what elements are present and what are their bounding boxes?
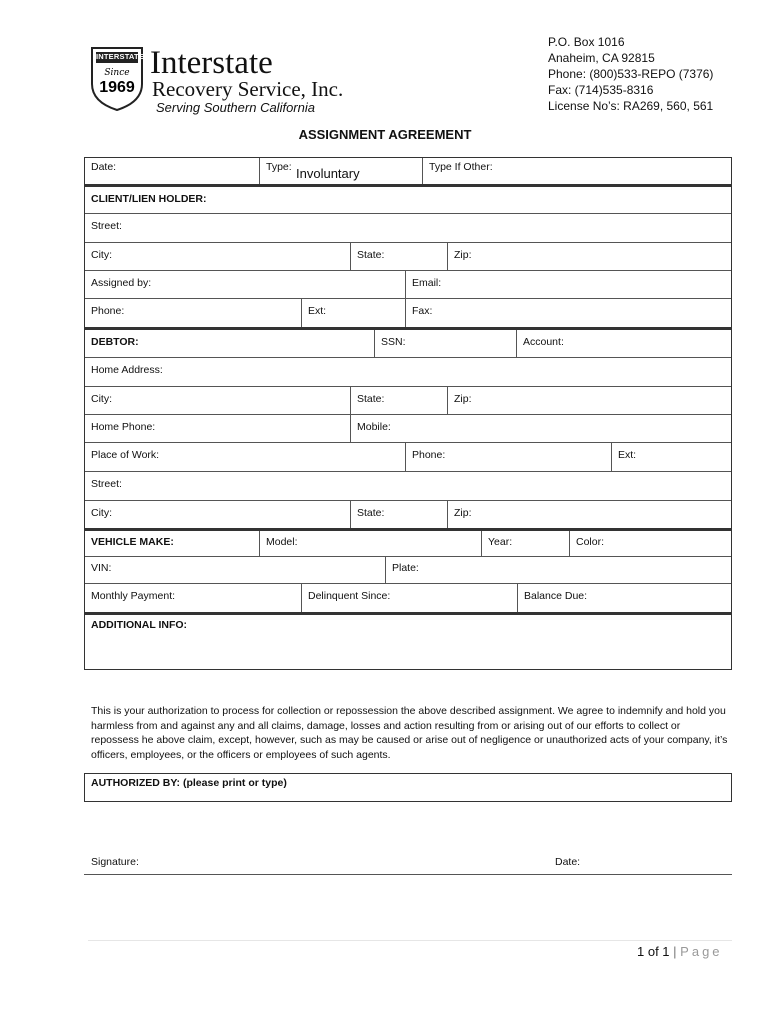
debtor-header: DEBTOR: — [91, 336, 139, 348]
company-subtitle: Recovery Service, Inc. — [152, 77, 344, 101]
page-separator: | — [673, 944, 677, 959]
signature-date-label: Date: — [555, 856, 581, 868]
client-email-field[interactable]: Email: — [405, 271, 731, 298]
debtor-zip-field[interactable]: Zip: — [447, 387, 731, 414]
client-phone-field[interactable]: Phone: — [91, 305, 125, 317]
client-assigned-row — [85, 271, 731, 299]
work-ext-field[interactable]: Ext: — [611, 443, 731, 471]
work-city-row — [85, 501, 731, 531]
contact-block — [548, 34, 713, 114]
authorized-by-field[interactable]: AUTHORIZED BY: (please print or type) — [84, 773, 732, 802]
vehicle-row — [85, 531, 731, 557]
debtor-mobile-field[interactable]: Mobile: — [350, 415, 731, 442]
contact-fax: Fax: (714)535-8316 — [548, 83, 654, 97]
type-label: Type: — [266, 161, 292, 173]
type-value: Involuntary — [296, 166, 360, 181]
vehicle-color-field[interactable]: Color: — [569, 531, 731, 556]
debtor-home-address-field[interactable]: Home Address: — [91, 364, 163, 376]
balance-due-field[interactable]: Balance Due: — [517, 584, 731, 612]
monthly-payment-field[interactable]: Monthly Payment: — [91, 590, 176, 602]
client-phone-row — [85, 299, 731, 330]
client-zip-field[interactable]: Zip: — [447, 243, 731, 270]
debtor-city-field[interactable]: City: — [91, 393, 112, 405]
work-street-field[interactable]: Street: — [91, 478, 122, 490]
debtor-state-field[interactable]: State: — [350, 387, 447, 414]
logo-year: 1969 — [99, 79, 135, 96]
work-state-field[interactable]: State: — [350, 501, 447, 528]
debtor-phone-row — [85, 415, 731, 443]
delinquent-since-field[interactable]: Delinquent Since: — [301, 584, 517, 612]
client-street-field[interactable]: Street: — [91, 220, 122, 232]
logo-shield-label: INTERSTATE — [96, 52, 144, 61]
form-row-date-type — [85, 158, 731, 187]
company-logo — [88, 44, 348, 116]
client-city-row — [85, 243, 731, 271]
debtor-ssn-field[interactable]: SSN: — [374, 330, 516, 357]
authorization-text: This is your authorization to process for collection or repossession the above described assignment. We agree to indemnify and hold you harmless from and against any and all claims, damage, losses and action resulting from or arising out of our efforts to collect or repossess he above claim, except, however, such as may be caused or arise out of negligence or unauthorized acts of your company, it’s officers, employees, or the officers or employees of such agents. — [91, 705, 728, 761]
assignment-form — [84, 157, 732, 670]
page-count: 1 of 1 — [637, 944, 670, 959]
work-zip-field[interactable]: Zip: — [447, 501, 731, 528]
debtor-work-row — [85, 443, 731, 472]
work-city-field[interactable]: City: — [91, 507, 112, 519]
company-tagline: Serving Southern California — [156, 100, 315, 115]
contact-license: License No’s: RA269, 560, 561 — [548, 99, 714, 113]
client-state-field[interactable]: State: — [350, 243, 447, 270]
assigned-by-field[interactable]: Assigned by: — [91, 277, 152, 289]
client-fax-field[interactable]: Fax: — [405, 299, 731, 327]
footer-divider — [88, 940, 732, 941]
date-field[interactable]: Date: — [91, 161, 117, 173]
vehicle-model-field[interactable]: Model: — [259, 531, 481, 556]
signature-line[interactable] — [84, 874, 732, 875]
debtor-header-row — [85, 330, 731, 358]
contact-phone: Phone: (800)533-REPO (7376) — [548, 67, 714, 81]
client-header-row — [85, 187, 731, 214]
type-field[interactable] — [259, 158, 422, 184]
client-ext-field[interactable]: Ext: — [301, 299, 405, 327]
vin-field[interactable]: VIN: — [91, 562, 112, 574]
vehicle-make-field[interactable]: VEHICLE MAKE: — [91, 536, 174, 548]
contact-city: Anaheim, CA 92815 — [548, 51, 655, 65]
plate-field[interactable]: Plate: — [385, 557, 731, 583]
page-word: Page — [680, 944, 723, 959]
type-other-field[interactable]: Type If Other: — [422, 158, 731, 184]
client-street-row — [85, 214, 731, 243]
contact-po-box: P.O. Box 1016 — [548, 35, 625, 49]
client-header: CLIENT/LIEN HOLDER: — [91, 193, 207, 205]
work-street-row — [85, 472, 731, 501]
debtor-address-row — [85, 358, 731, 387]
page-title: ASSIGNMENT AGREEMENT — [298, 127, 472, 142]
debtor-home-phone-field[interactable]: Home Phone: — [91, 421, 156, 433]
page-number — [637, 944, 723, 959]
debtor-city-row — [85, 387, 731, 415]
vehicle-year-field[interactable]: Year: — [481, 531, 569, 556]
additional-info-field[interactable]: ADDITIONAL INFO: — [91, 619, 188, 631]
client-city-field[interactable]: City: — [91, 249, 112, 261]
signature-label: Signature: — [91, 856, 139, 868]
vin-row — [85, 557, 731, 584]
logo-since: Since — [104, 68, 130, 78]
payment-row — [85, 584, 731, 615]
additional-info-row — [85, 615, 731, 669]
work-phone-field[interactable]: Phone: — [405, 443, 611, 471]
place-of-work-field[interactable]: Place of Work: — [91, 449, 160, 461]
debtor-account-field[interactable]: Account: — [516, 330, 731, 357]
company-name: Interstate — [150, 45, 273, 81]
